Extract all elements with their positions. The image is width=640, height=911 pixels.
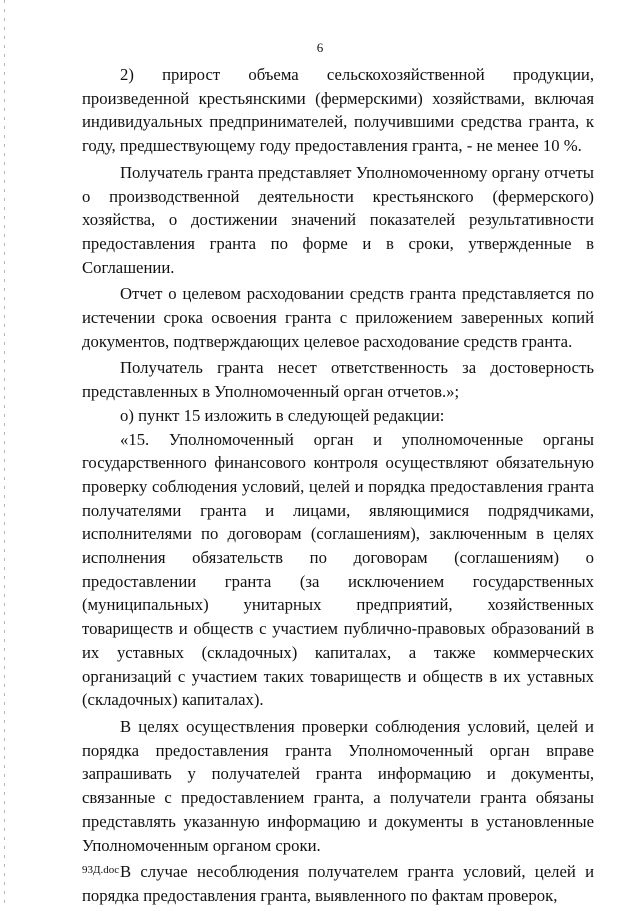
page-number: 6	[316, 40, 324, 55]
paragraph-noncompliance: В случае несоблюдения получателем гранта условий, целей и порядка предоставления гранта, выявленного по фактам проверок,	[82, 862, 594, 905]
paragraph-item-15: «15. Уполномоченный орган и уполномоченные органы государственного финансового контроля осуществляют обязательную проверку соблюдения условий, целей и порядка предоставления гранта получателями гранта и лицами, являющимися подрядчиками, исполнителями по договорам (соглашениям), заключенным в целях исполнения обязательств по договорам (соглашениям) о предоставлении гранта (за исключением государственных (муниципальных) унитарных предприятий, хозяйственных товариществ и обществ с участием публично-правовых образований в их уставных (складочных) капиталах, а также коммерческих организаций с участием таких товариществ и обществ в их уставных (складочных) капиталах).	[82, 429, 594, 710]
paragraph-responsibility: Получатель гранта несет ответственность за достоверность представленных в Уполномоченный орган отчетов.»;	[82, 358, 594, 402]
paragraph-item-15-intro: о) пункт 15 изложить в следующей редакции:	[120, 405, 445, 425]
paragraph-target-use-report: Отчет о целевом расходовании средств гранта представляется по истечении срока освоения гранта с приложением заверенных копий документов, подтверждающих целевое расходование средств гранта.	[82, 284, 594, 351]
paragraph-reporting: Получатель гранта представляет Уполномоченному органу отчеты о производственной деятельности крестьянского (фермерского) хозяйства, о достижении значений показателей результативности предоставления гранта по форме и в сроки, утвержденные в Соглашении.	[82, 162, 594, 277]
scan-edge-marks	[4, 0, 5, 905]
document-body	[82, 63, 594, 911]
paragraph-growth-indicator: 2) прирост объема сельскохозяйственной продукции, произведенной крестьянскими (фермерскими) хозяйствами, включая индивидуальных предпринимателей, получившими средства гранта, к году, предшествующему году предоставления гранта, - не менее 10 %.	[82, 65, 594, 156]
footer-filename: 93Д.doc	[82, 864, 120, 876]
paragraph-verification: В целях осуществления проверки соблюдения условий, целей и порядка предоставления гранта Уполномоченный орган вправе запрашивать у получателей гранта информацию и документы, связанные с предоставлением гранта, а получатели гранта обязаны представлять указанную информацию и документы в установленные Уполномоченным органом сроки.	[82, 716, 594, 855]
